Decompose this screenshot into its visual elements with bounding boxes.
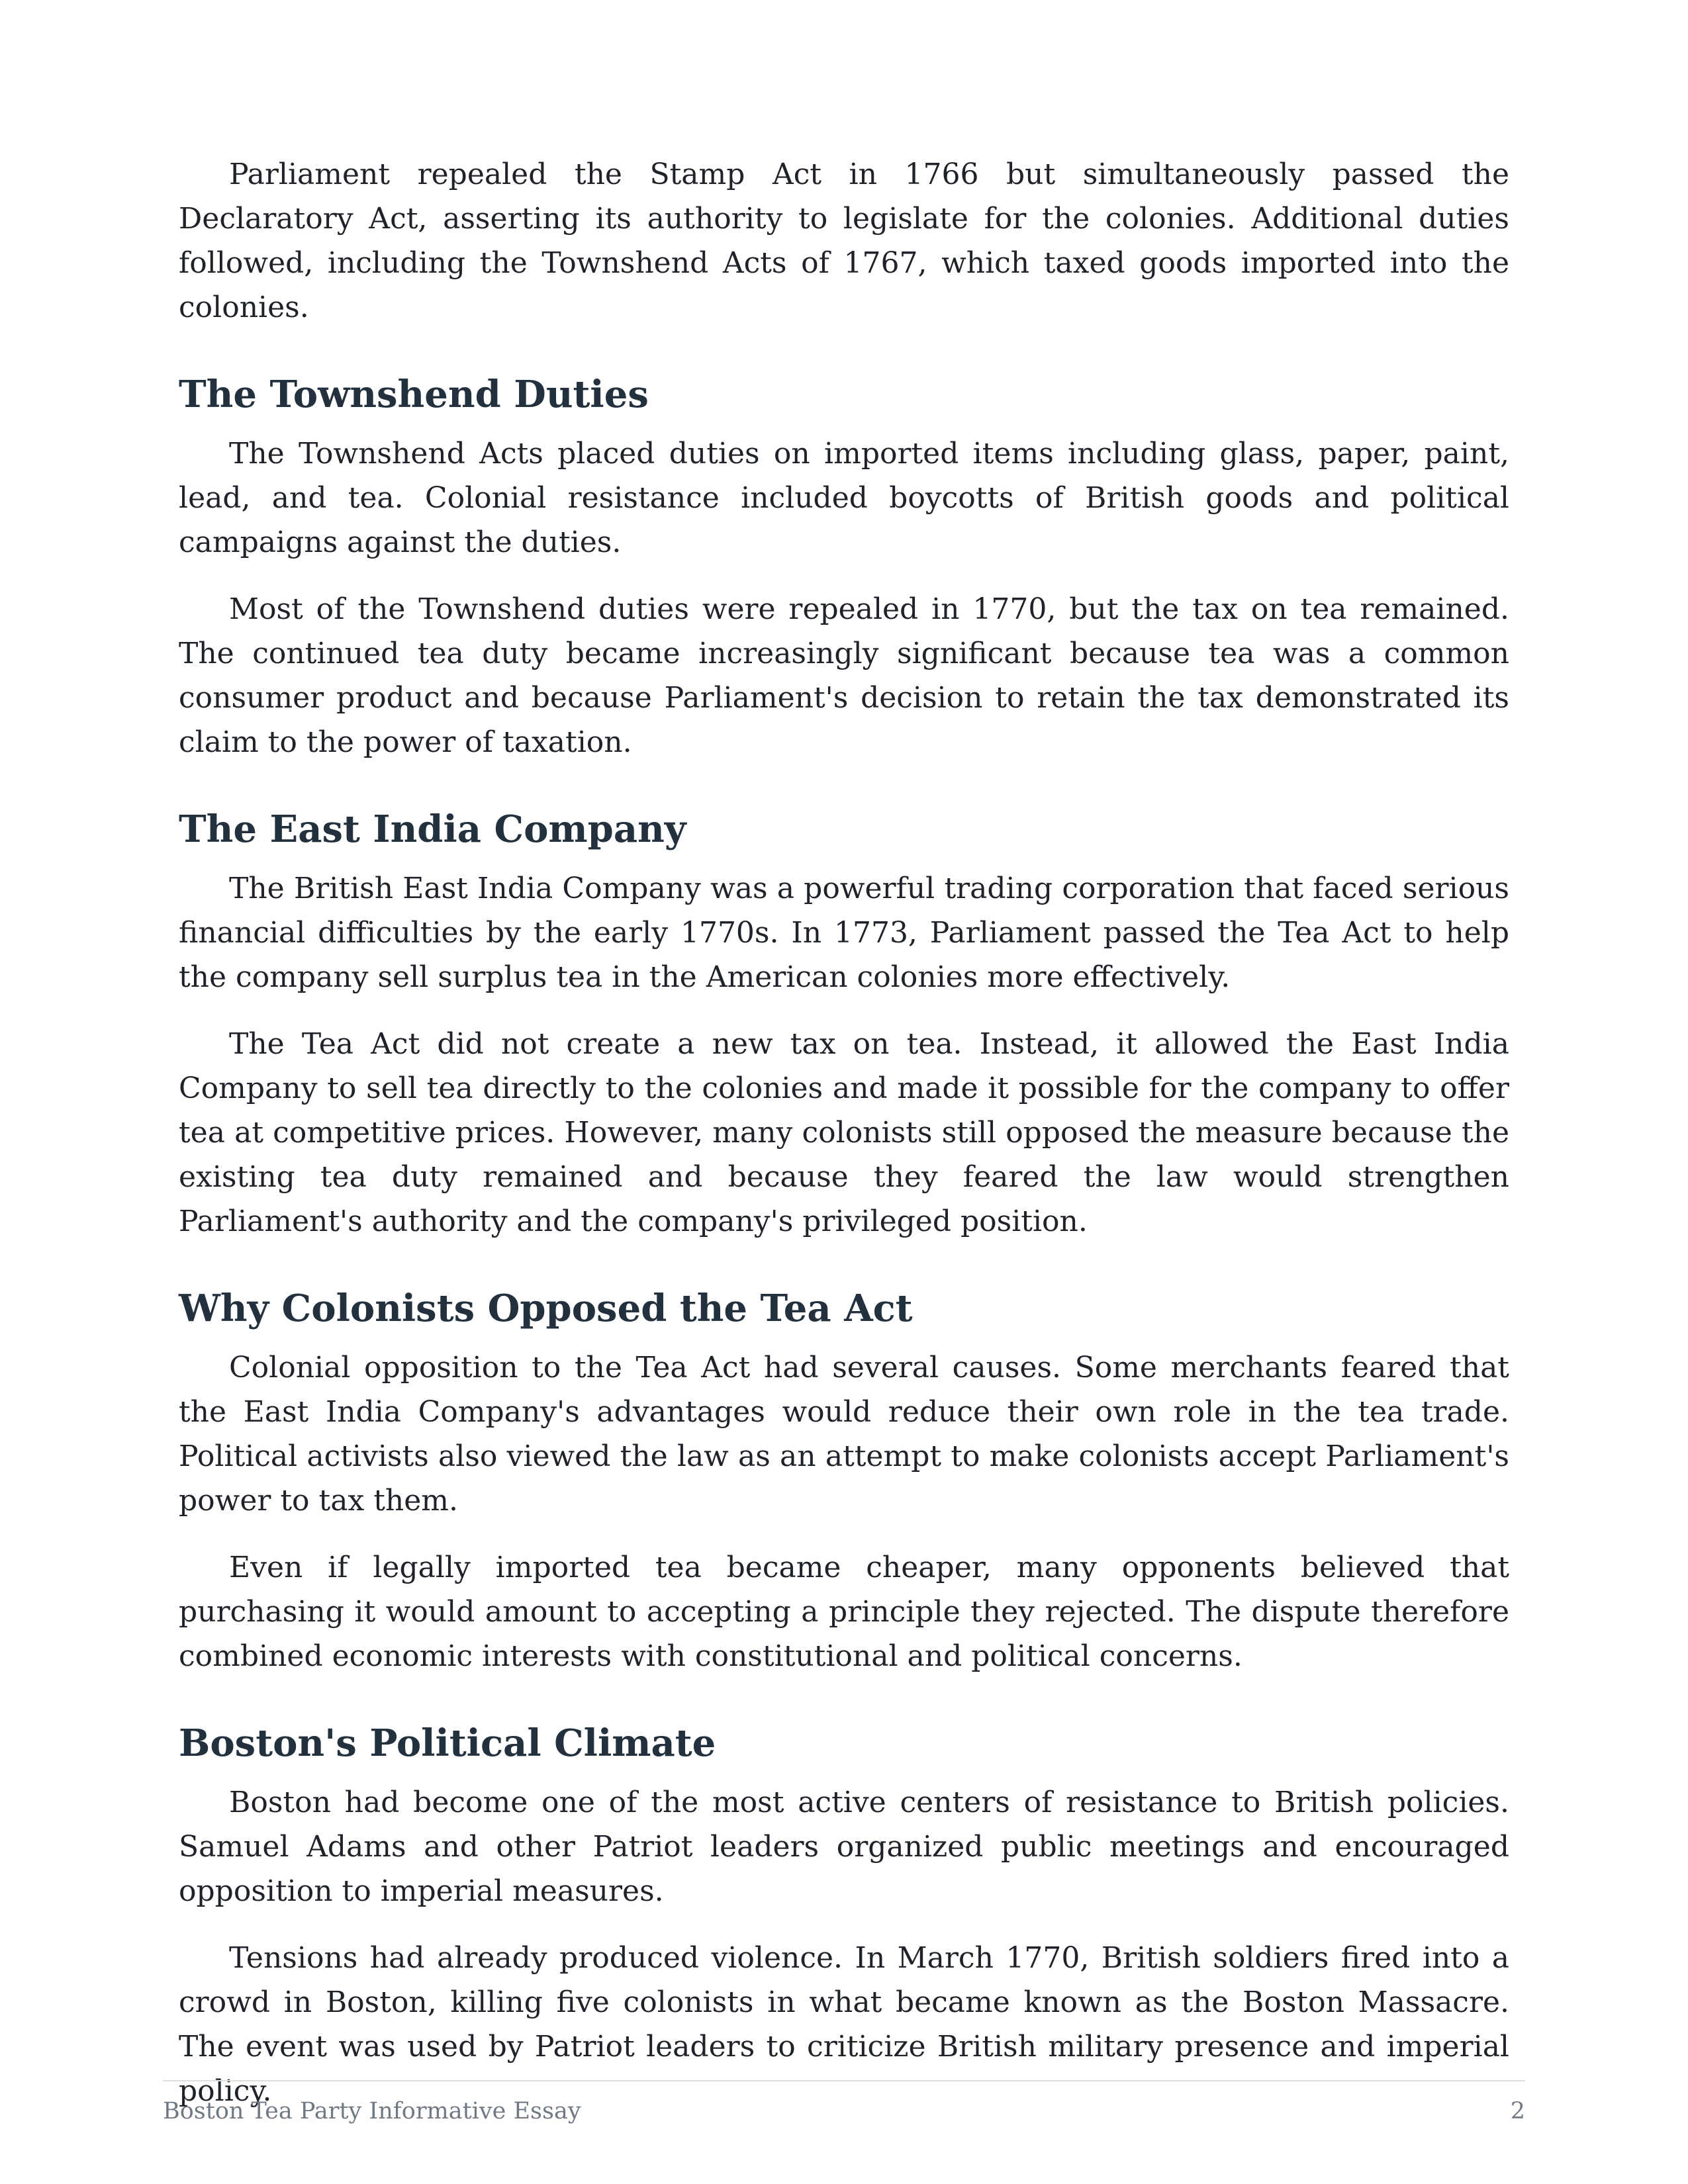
document-page-body	[179, 152, 1509, 2136]
east-india-paragraph-1: The British East India Company was a powerful trading corporation that faced serious financial difficulties by the early 1770s. In 1773, Parliament passed the Tea Act to help the company sell surplus tea in the American colonies more effectively.	[179, 872, 1509, 994]
footer-page-number: 2	[1510, 2098, 1525, 2124]
opposition-paragraph-2: Even if legally imported tea became cheaper, many opponents believed that purchasing it would amount to accepting a principle they rejected. The dispute therefore combined economic interests with constitutional and political concerns.	[179, 1551, 1509, 1673]
townshend-paragraph-2: Most of the Townshend duties were repealed in 1770, but the tax on tea remained. The continued tea duty became increasingly significant because tea was a common consumer product and because Parliament's decision to retain the tax demonstrated its claim to the power of taxation.	[179, 592, 1509, 759]
footer-divider	[163, 2080, 1525, 2081]
boston-paragraph-1: Boston had become one of the most active centers of resistance to British policies. Samuel Adams and other Patriot leaders organized public meetings and encouraged opposition to imperial measures.	[179, 1786, 1509, 1908]
east-india-paragraph-2: The Tea Act did not create a new tax on tea. Instead, it allowed the East India Company to sell tea directly to the colonies and made it possible for the company to offer tea at competitive prices. However, many colonists still opposed the measure because the existing tea duty remained and because they feared the law would strengthen Parliament's authority and the company's privileged position.	[179, 1027, 1509, 1238]
opposition-paragraph-1: Colonial opposition to the Tea Act had several causes. Some merchants feared that the East India Company's advantages would reduce their own role in the tea trade. Political activists also viewed the law as an attempt to make colonists accept Parliament's power to tax them.	[179, 1351, 1509, 1518]
intro-paragraph: Parliament repealed the Stamp Act in 1766 but simultaneously passed the Declaratory Act, asserting its authority to legislate for the colonies. Additional duties followed, including the Townshend Acts of 1767, which taxed goods imported into the colonies.	[179, 158, 1509, 324]
boston-paragraph-2: Tensions had already produced violence. In March 1770, British soldiers fired into a crowd in Boston, killing five colonists in what became known as the Boston Massacre. The event was used by Patriot leaders to criticize British military presence and imperial policy.	[179, 1941, 1509, 2108]
section-heading-east-india-company: The East India Company	[179, 807, 686, 851]
section-heading-why-colonists-opposed: Why Colonists Opposed the Tea Act	[179, 1287, 913, 1330]
section-heading-townshend-duties: The Townshend Duties	[179, 373, 649, 416]
footer-document-title: Boston Tea Party Informative Essay	[163, 2098, 581, 2124]
page-footer	[163, 2095, 1525, 2127]
townshend-paragraph-1: The Townshend Acts placed duties on imported items including glass, paper, paint, lead, and tea. Colonial resistance included boycotts of British goods and political campaigns against the duties.	[179, 437, 1509, 559]
section-heading-boston-political-climate: Boston's Political Climate	[179, 1721, 716, 1765]
